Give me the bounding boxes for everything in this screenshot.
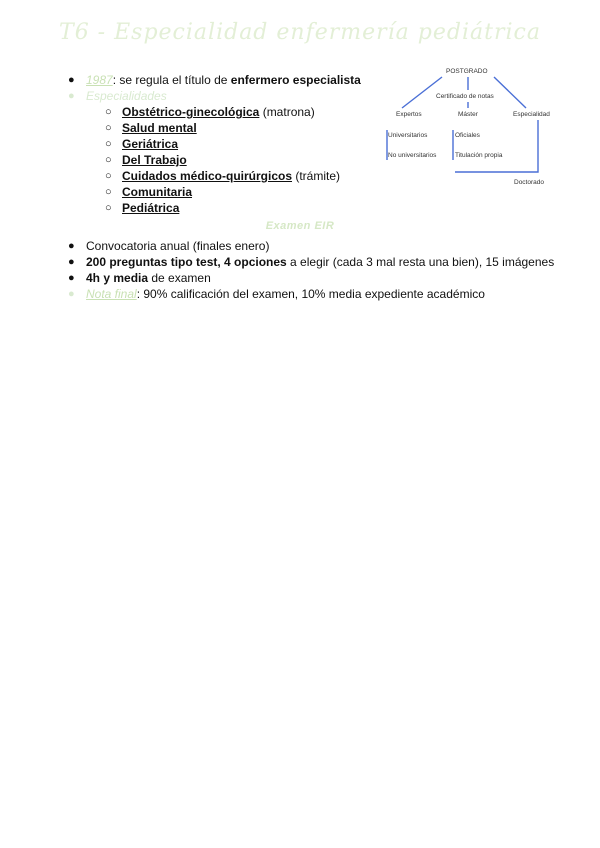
circle-bullet-icon: ○ [105,154,112,166]
diagram-col1-a: Universitarios [388,132,428,139]
list-item [105,136,340,152]
specialty-name[interactable]: Comunitaria [122,185,193,199]
specialty-name[interactable]: Geriátrica [122,137,179,151]
year-text: : se regula el título de [112,73,231,87]
especialidades-label: Especialidades [86,89,167,103]
diagram-col2-b: Titulación propia [455,152,503,159]
list-item [105,200,340,216]
diagram-mid: Certificado de notas [436,93,494,100]
specialty-name[interactable]: Pediátrica [122,201,180,215]
bullet-icon: ● [68,90,75,102]
year-bold: enfermero especialista [230,73,361,87]
diagram-col1: Expertos [396,111,422,118]
page-title: T6 - Especialidad enfermería pediátrica [59,20,541,45]
diagram-col2: Máster [458,111,478,118]
section-heading-exam: Examen EIR [265,220,335,232]
specialty-name[interactable]: Salud mental [122,121,197,135]
specialty-note: (matrona) [259,105,315,119]
circle-bullet-icon: ○ [105,122,112,134]
list-item [68,270,556,286]
diagram-top: POSTGRADO [446,68,488,75]
bullet-icon: ● [68,74,75,86]
intro-list [68,72,361,104]
exam-item-text: : 90% calificación del examen, 10% media expediente académico [136,287,485,301]
list-item [68,286,556,302]
circle-bullet-icon: ○ [105,202,112,214]
list-item-year [68,72,361,88]
specialty-note: (trámite) [292,169,341,183]
circle-bullet-icon: ○ [105,138,112,150]
exam-item-text: a elegir (cada 3 mal resta una bien), 15 imágenes [286,255,555,269]
list-item [68,238,556,254]
circle-bullet-icon: ○ [105,186,112,198]
circle-bullet-icon: ○ [105,170,112,182]
connector-line [494,77,526,108]
list-item [105,104,340,120]
exam-item-text: Convocatoria anual (finales enero) [86,239,270,253]
diagram-bottom: Doctorado [514,179,544,186]
list-item [68,254,556,270]
list-item [105,120,340,136]
bullet-icon: ● [68,272,75,284]
bullet-icon: ● [68,256,75,268]
specialty-name[interactable]: Cuidados médico-quirúrgicos [122,169,293,183]
diagram-col1-b: No universitarios [388,152,437,159]
exam-item-bold: 200 preguntas tipo test, 4 opciones [86,255,287,269]
postgrado-diagram [380,62,580,192]
year-link[interactable]: 1987 [86,73,113,87]
nota-final-link[interactable]: Nota final [86,287,137,301]
bullet-icon: ● [68,288,75,300]
specialties-list [105,104,341,216]
diagram-col3: Especialidad [513,111,550,118]
exam-item-text: de examen [148,271,211,285]
list-item-especialidades [68,88,361,104]
specialty-name[interactable]: Obstétrico-ginecológica [122,105,260,119]
diagram-col2-a: Oficiales [455,132,480,139]
diagram-connectors [380,62,580,192]
list-item [105,152,340,168]
circle-bullet-icon: ○ [105,106,112,118]
exam-item-bold: 4h y media [86,271,149,285]
list-item [105,168,341,184]
list-item [105,184,340,200]
specialty-name[interactable]: Del Trabajo [122,153,187,167]
exam-list [68,238,556,302]
connector-line [455,120,538,172]
bullet-icon: ● [68,240,75,252]
